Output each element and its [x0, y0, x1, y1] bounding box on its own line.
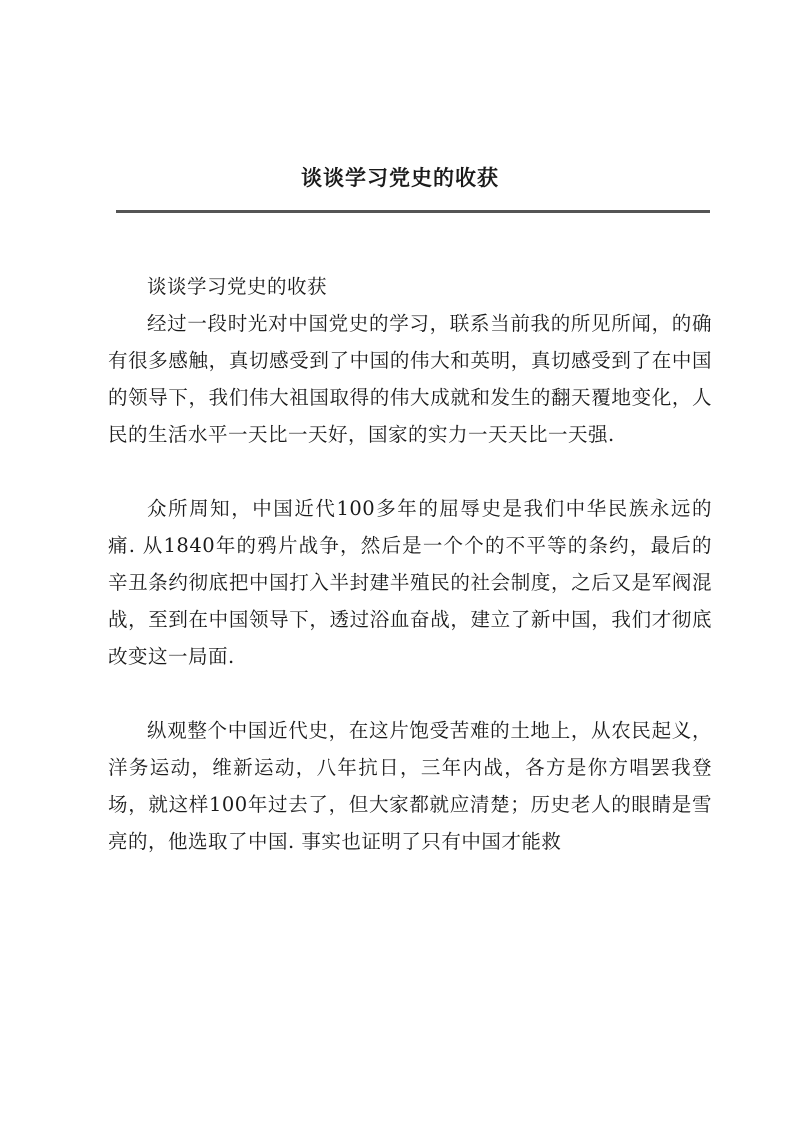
paragraph: 纵观整个中国近代史，在这片饱受苦难的土地上，从农民起义，洋务运动，维新运动，八年抗日，三年内战，各方是你方唱罢我登场，就这样100年过去了，但大家都就应清楚；历史老人的眼睛是雪亮的，他选取了中国. 事实也证明了只有中国才能救 [108, 719, 712, 853]
title-divider [116, 210, 710, 213]
paragraph-heading: 谈谈学习党史的收获 [147, 275, 328, 298]
paragraph: 众所周知，中国近代100多年的屈辱史是我们中华民族永远的痛. 从1840年的鸦片战争，然后是一个个的不平等的条约，最后的辛丑条约彻底把中国打入半封建半殖民的社会制度，之后又是军阀混战，至到在中国领导下，透过浴血奋战，建立了新中国，我们才彻底改变这一局面. [108, 497, 712, 668]
document-title: 谈谈学习党史的收获 [301, 165, 499, 190]
paragraph: 经过一段时光对中国党史的学习，联系当前我的所见所闻，的确有很多感触，真切感受到了中国的伟大和英明，真切感受到了在中国的领导下，我们伟大祖国取得的伟大成就和发生的翻天覆地变化，人民的生活水平一天比一天好，国家的实力一天天比一天强. [108, 312, 712, 446]
document-body [108, 268, 712, 860]
